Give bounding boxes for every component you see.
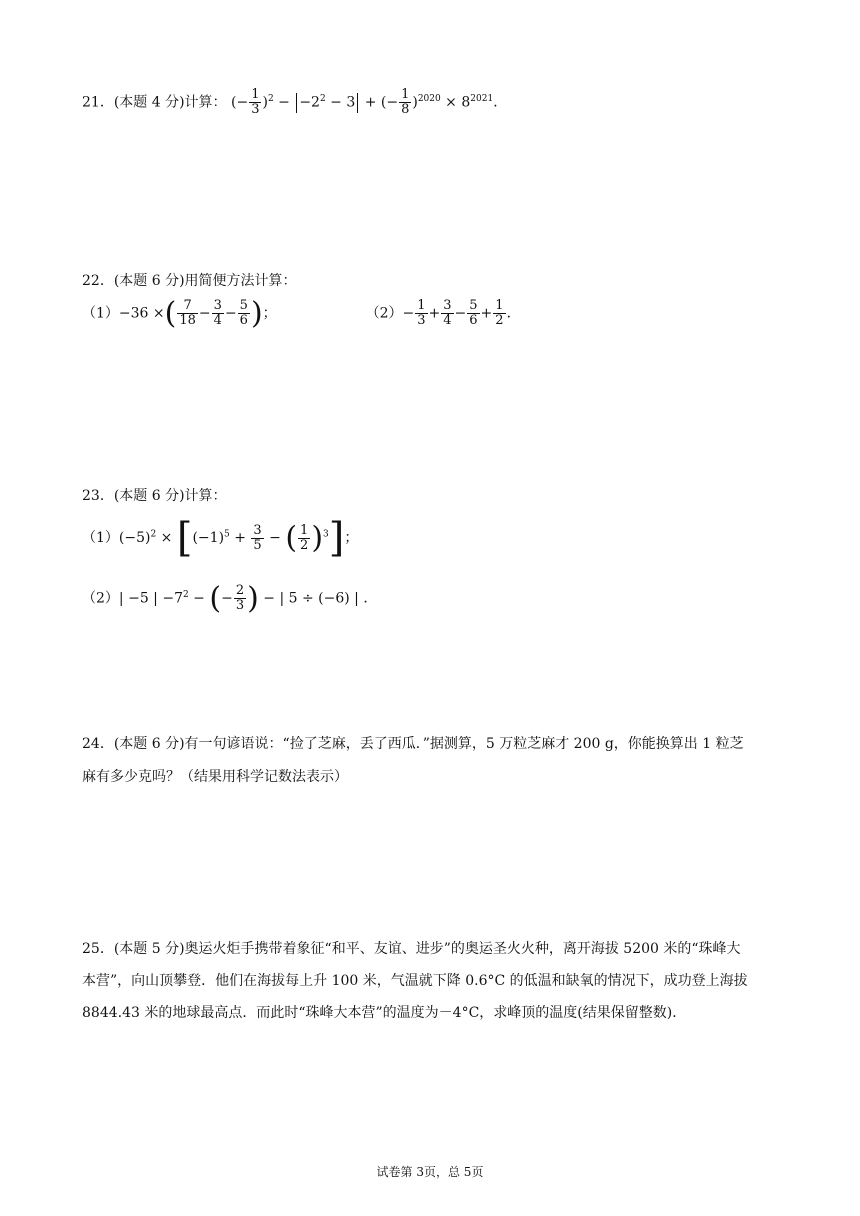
q21-exponent: 2 <box>267 93 274 104</box>
right-paren: ) <box>311 520 324 556</box>
question-23-title <box>82 485 227 505</box>
q22-fraction: $\frac{3}{4}$ <box>443 298 452 328</box>
q22-part2-end: ． <box>506 305 521 322</box>
q23-exponent: 5 <box>224 529 230 540</box>
left-bracket: [ <box>176 515 193 561</box>
q23-part1-end: ； <box>344 530 359 546</box>
q23-exponent: 2 <box>182 589 189 600</box>
abs-bar <box>357 93 358 113</box>
question-25-line2: 本营”，向山顶攀登．他们在海拔每上升 100 米，气温就下降 0.6°C 的低温和缺氧的情况下，成功登上海拔 <box>82 973 748 989</box>
q22-fraction: $\frac{1}{2}$ <box>495 298 504 328</box>
question-22-parts: （1）−36 ×( $\frac{7}{18}$ − $\frac{3}{4}$ − $\frac{5}{6}$ )； （2）− $\frac{1}{3}$ + $\frac{3}{4}$ − $\frac{5}{6}$ + $\frac{1}{2}$ ． <box>82 296 521 331</box>
q23-prefix: 23．(本题 6 分)计算： <box>82 488 227 504</box>
q23-part2-expr: | −5 | −7 <box>118 590 183 607</box>
q21-fraction-2: $\frac{1}{8}$ <box>401 87 410 117</box>
right-bracket: ] <box>328 515 345 561</box>
question-22-title <box>82 270 297 290</box>
page-footer: 试卷第 3页，总 5页 <box>376 1165 484 1179</box>
question-24-line1: 24．(本题 6 分)有一句谚语说：“捡了芝麻，丢了西瓜．”据测算，5 万粒芝麻才 200 g，你能换算出 1 粒芝 <box>82 736 744 752</box>
q22-part1-expr: −36 × <box>118 305 165 322</box>
q23-exponent: 3 <box>323 529 329 540</box>
q22-fraction: $\frac{3}{4}$ <box>213 298 222 328</box>
q22-fraction: $\frac{1}{3}$ <box>417 298 426 328</box>
q21-expr: − 3 <box>325 94 356 111</box>
q23-fraction: $\frac{1}{2}$ <box>300 522 309 553</box>
q22-fraction: $\frac{5}{6}$ <box>469 298 478 328</box>
q23-part1-expr: (−5) <box>118 530 151 546</box>
q21-expr: ) <box>412 94 418 111</box>
question-23-part1 <box>82 515 358 561</box>
question-21 <box>82 88 507 117</box>
q21-expr: −2 <box>299 94 320 111</box>
q21-exponent: 2020 <box>417 93 441 104</box>
question-23-part2: （2）| −5 | $-7^2$ − (− $\frac{2}{3}$ ) − | 5 ÷ (−6) | ． <box>82 581 378 616</box>
right-paren: ) <box>250 296 263 331</box>
left-paren: ( <box>285 520 298 556</box>
q21-expr: ) <box>262 94 268 111</box>
q23-exponent: 2 <box>150 529 157 540</box>
q22-part1-label: （1） <box>82 305 119 322</box>
question-24-line2: 麻有多少克吗？（结果用科学记数法表示） <box>82 769 348 785</box>
q23-fraction: $\frac{3}{5}$ <box>253 522 262 553</box>
q23-part1-expr: + <box>229 530 251 546</box>
q22-fraction: $\frac{7}{18}$ <box>179 298 196 328</box>
right-paren: ) <box>247 581 259 616</box>
q21-expr: − <box>273 94 295 111</box>
q23-fraction: $\frac{2}{3}$ <box>235 583 245 613</box>
q23-part1-expr: − <box>264 530 286 546</box>
q21-expr: × 8 <box>440 94 471 111</box>
q21-expr: (− <box>231 94 249 111</box>
question-25-line3: 8844.43 米的地球最高点．而此时“珠峰大本营”的温度为－4°C，求峰顶的温度(结果保留整数)． <box>82 1005 687 1021</box>
q21-exponent: 2 <box>319 93 326 104</box>
q23-part2-expr: − <box>188 590 210 607</box>
q23-part2-label: （2） <box>82 590 119 607</box>
q21-prefix: 21．(本题 4 分)计算： <box>82 94 227 111</box>
q23-part1-label: （1） <box>82 530 119 546</box>
left-paren: ( <box>209 581 222 616</box>
q21-end: ． <box>493 94 508 111</box>
q21-fraction-1: $\frac{1}{3}$ <box>251 87 260 117</box>
q21-expr: + (− <box>360 94 399 111</box>
q22-part2-label: （2） <box>365 305 403 322</box>
left-paren: ( <box>164 296 177 331</box>
abs-bar <box>296 93 297 113</box>
q21-exponent: 2021 <box>470 93 494 104</box>
q23-part1-expr: (−1) <box>192 530 225 546</box>
q23-part2-expr: − | 5 ÷ (−6) | ． <box>258 590 378 607</box>
q22-fraction: $\frac{5}{6}$ <box>239 298 248 328</box>
q22-prefix: 22．(本题 6 分)用简便方法计算： <box>82 273 297 289</box>
q22-part1-end: ； <box>262 305 277 322</box>
question-25-line1: 25．(本题 5 分)奥运火炬手携带着象征“和平、友谊、进步”的奥运圣火火种，离开海拔 5200 米的“珠峰大 <box>82 941 741 957</box>
q23-part1-expr: × <box>156 530 177 546</box>
